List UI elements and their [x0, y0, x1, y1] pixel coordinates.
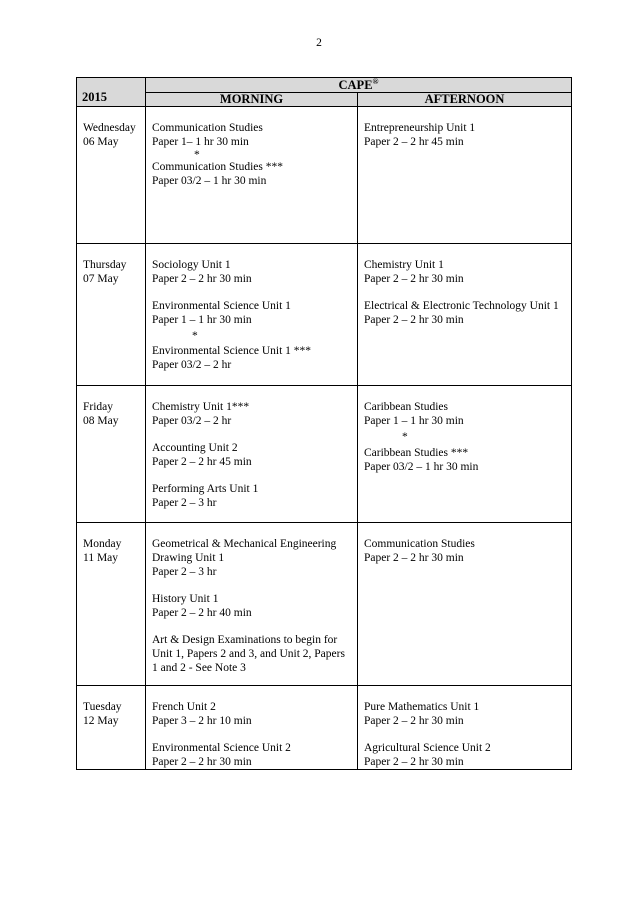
schedule-row	[77, 107, 572, 244]
date: 08 May	[83, 415, 119, 427]
exam-entry	[364, 446, 565, 474]
page-number: 2	[316, 37, 322, 49]
exam-detail: Paper 03/2 – 1 hr 30 min	[152, 175, 267, 187]
block-spacer	[152, 286, 351, 299]
afternoon-cell	[358, 523, 572, 686]
exam-title: Electrical & Electronic Technology Unit 1	[364, 300, 559, 312]
exam-detail: Paper 2 – 2 hr 45 min	[364, 136, 464, 148]
afternoon-cell	[358, 244, 572, 386]
exam-entry	[364, 400, 565, 428]
year-header	[77, 78, 146, 107]
exam-detail: Paper 03/2 – 2 hr	[152, 415, 232, 427]
day-cell	[77, 523, 146, 686]
header-row-program	[77, 78, 572, 93]
day-cell	[77, 107, 146, 244]
exam-timetable	[76, 77, 572, 770]
exam-detail: Paper 2 – 2 hr 30 min	[364, 314, 464, 326]
exam-entry	[152, 537, 351, 579]
exam-detail: Drawing Unit 1	[152, 552, 225, 564]
schedule-row	[77, 523, 572, 686]
exam-entry	[364, 741, 565, 769]
exam-entry	[364, 258, 565, 286]
exam-title: Art & Design Examinations to begin for	[152, 634, 338, 646]
day-cell	[77, 244, 146, 386]
exam-detail: Paper 2 – 2 hr 30 min	[364, 756, 464, 768]
exam-title: Agricultural Science Unit 2	[364, 742, 491, 754]
exam-title: Pure Mathematics Unit 1	[364, 701, 480, 713]
exam-entry	[152, 633, 351, 675]
exam-entry	[364, 537, 565, 565]
exam-title: Communication Studies	[364, 538, 475, 550]
exam-entry	[152, 344, 351, 372]
exam-detail: Paper 3 – 2 hr 10 min	[152, 715, 252, 727]
block-spacer	[152, 728, 351, 741]
exam-detail: Paper 2 – 3 hr	[152, 566, 217, 578]
exam-detail: Unit 1, Papers 2 and 3, and Unit 2, Papers	[152, 648, 345, 660]
exam-detail: Paper 1 – 1 hr 30 min	[364, 415, 464, 427]
morning-cell	[146, 523, 358, 686]
year-label: 2015	[82, 90, 107, 104]
exam-entry	[152, 121, 351, 149]
exam-detail: Paper 03/2 – 1 hr 30 min	[364, 461, 479, 473]
exam-title: Environmental Science Unit 2	[152, 742, 291, 754]
exam-title: Caribbean Studies	[364, 401, 448, 413]
alternative-marker: *	[194, 149, 200, 161]
day-cell	[77, 386, 146, 523]
block-spacer	[152, 579, 351, 592]
exam-detail: Paper 03/2 – 2 hr	[152, 359, 232, 371]
morning-cell	[146, 107, 358, 244]
exam-title: Accounting Unit 2	[152, 442, 238, 454]
exam-detail: 1 and 2 - See Note 3	[152, 662, 246, 674]
exam-entry	[152, 400, 351, 428]
exam-title: Entrepreneurship Unit 1	[364, 122, 476, 134]
weekday: Wednesday	[83, 122, 136, 134]
block-spacer	[152, 620, 351, 633]
exam-title: Environmental Science Unit 1 ***	[152, 345, 312, 357]
exam-entry	[152, 160, 351, 188]
exam-title: Geometrical & Mechanical Engineering	[152, 538, 337, 550]
exam-detail: Paper 2 – 2 hr 30 min	[364, 715, 464, 727]
alternative-marker: *	[402, 431, 408, 443]
afternoon-cell	[358, 386, 572, 523]
schedule-row	[77, 686, 572, 770]
morning-cell	[146, 686, 358, 770]
exam-detail: Paper 2 – 3 hr	[152, 497, 217, 509]
exam-detail: Paper 1– 1 hr 30 min	[152, 136, 249, 148]
afternoon-cell	[358, 686, 572, 770]
exam-title: Communication Studies	[152, 122, 263, 134]
registered-mark: ®	[372, 76, 379, 86]
date: 12 May	[83, 715, 119, 727]
morning-cell	[146, 244, 358, 386]
exam-title: Chemistry Unit 1***	[152, 401, 250, 413]
header-row-sessions	[77, 93, 572, 107]
afternoon-header: AFTERNOON	[358, 93, 572, 107]
exam-entry	[152, 441, 351, 469]
exam-title: Environmental Science Unit 1	[152, 300, 291, 312]
exam-title: Sociology Unit 1	[152, 259, 231, 271]
date: 11 May	[83, 552, 119, 564]
exam-entry	[152, 299, 351, 327]
weekday: Friday	[83, 401, 114, 413]
weekday: Thursday	[83, 259, 127, 271]
exam-detail: Paper 2 – 2 hr 30 min	[364, 273, 464, 285]
exam-title: French Unit 2	[152, 701, 216, 713]
schedule-row	[77, 244, 572, 386]
exam-title: Communication Studies ***	[152, 161, 283, 173]
afternoon-cell	[358, 107, 572, 244]
block-spacer	[364, 286, 565, 299]
exam-entry	[152, 258, 351, 286]
alternative-marker: *	[192, 330, 198, 342]
date: 06 May	[83, 136, 119, 148]
block-spacer	[152, 428, 351, 441]
date: 07 May	[83, 273, 119, 285]
exam-entry	[152, 592, 351, 620]
exam-title: Chemistry Unit 1	[364, 259, 444, 271]
exam-detail: Paper 2 – 2 hr 40 min	[152, 607, 252, 619]
exam-entry	[364, 121, 565, 149]
program-header	[146, 78, 572, 93]
weekday: Monday	[83, 538, 122, 550]
exam-detail: Paper 2 – 2 hr 30 min	[364, 552, 464, 564]
exam-detail: Paper 2 – 2 hr 30 min	[152, 273, 252, 285]
block-spacer	[364, 728, 565, 741]
exam-entry	[364, 299, 565, 327]
exam-title: Caribbean Studies ***	[364, 447, 469, 459]
morning-cell	[146, 386, 358, 523]
day-cell	[77, 686, 146, 770]
exam-entry	[152, 741, 351, 769]
schedule-row	[77, 386, 572, 523]
exam-detail: Paper 2 – 2 hr 45 min	[152, 456, 252, 468]
exam-title: Performing Arts Unit 1	[152, 483, 259, 495]
morning-header: MORNING	[146, 93, 358, 107]
block-spacer	[152, 469, 351, 482]
exam-entry	[152, 482, 351, 510]
weekday: Tuesday	[83, 701, 122, 713]
exam-entry	[364, 700, 565, 728]
exam-detail: Paper 2 – 2 hr 30 min	[152, 756, 252, 768]
exam-title: History Unit 1	[152, 593, 219, 605]
exam-entry	[152, 700, 351, 728]
program-label: CAPE	[338, 78, 373, 92]
exam-detail: Paper 1 – 1 hr 30 min	[152, 314, 252, 326]
